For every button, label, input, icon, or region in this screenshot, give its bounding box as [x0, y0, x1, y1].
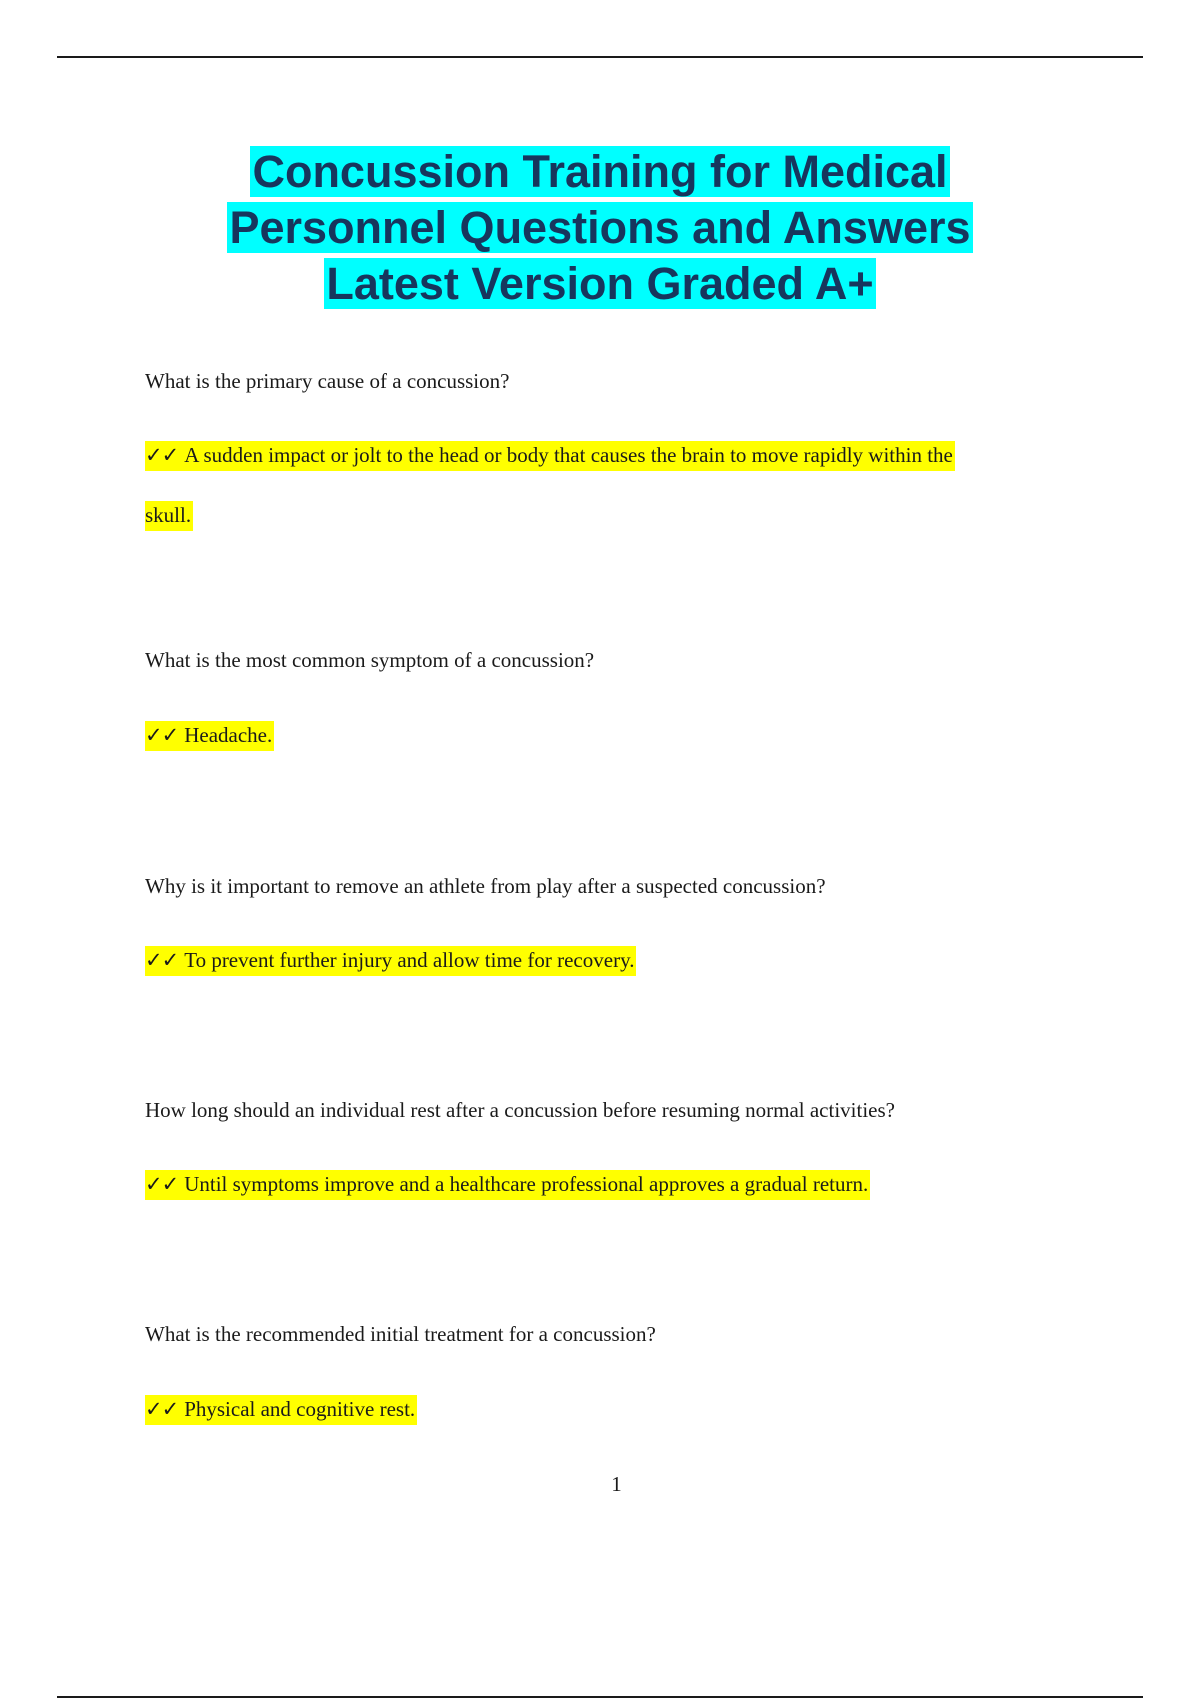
double-check-icon: ✓✓ [145, 723, 179, 747]
double-check-icon: ✓✓ [145, 948, 179, 972]
double-check-icon: ✓✓ [145, 1397, 179, 1421]
answer-5-text: Physical and cognitive rest. [184, 1397, 416, 1421]
question-2: What is the most common symptom of a concussion? [145, 648, 595, 672]
page-number: 1 [611, 1472, 622, 1496]
answer-5 [145, 1397, 417, 1422]
answer-2 [145, 723, 274, 748]
answer-1-line-1: A sudden impact or jolt to the head or body that causes the brain to move rapidly within the [184, 443, 953, 467]
title-line-1: Concussion Training for Medical [252, 146, 948, 197]
question-5: What is the recommended initial treatment for a concussion? [145, 1322, 656, 1346]
double-check-icon: ✓✓ [145, 1172, 179, 1196]
answer-3-text: To prevent further injury and allow time for recovery. [184, 948, 635, 972]
header-rule [57, 56, 1143, 58]
answer-4 [145, 1172, 870, 1197]
question-3: Why is it important to remove an athlete from play after a suspected concussion? [145, 874, 826, 898]
title-line-3: Latest Version Graded A+ [326, 258, 874, 309]
answer-1-line-2: skull. [145, 503, 192, 527]
double-check-icon: ✓✓ [145, 443, 179, 467]
footer-rule [57, 1696, 1143, 1698]
answer-3 [145, 948, 636, 973]
question-4: How long should an individual rest after a concussion before resuming normal activities? [145, 1098, 895, 1122]
answer-4-text: Until symptoms improve and a healthcare professional approves a gradual return. [184, 1172, 869, 1196]
question-1: What is the primary cause of a concussion? [145, 369, 510, 393]
title-line-2: Personnel Questions and Answers [229, 202, 971, 253]
document-title [0, 144, 1200, 312]
answer-2-text: Headache. [184, 723, 273, 747]
answer-1 [145, 443, 955, 468]
answer-1-continued [145, 503, 193, 528]
